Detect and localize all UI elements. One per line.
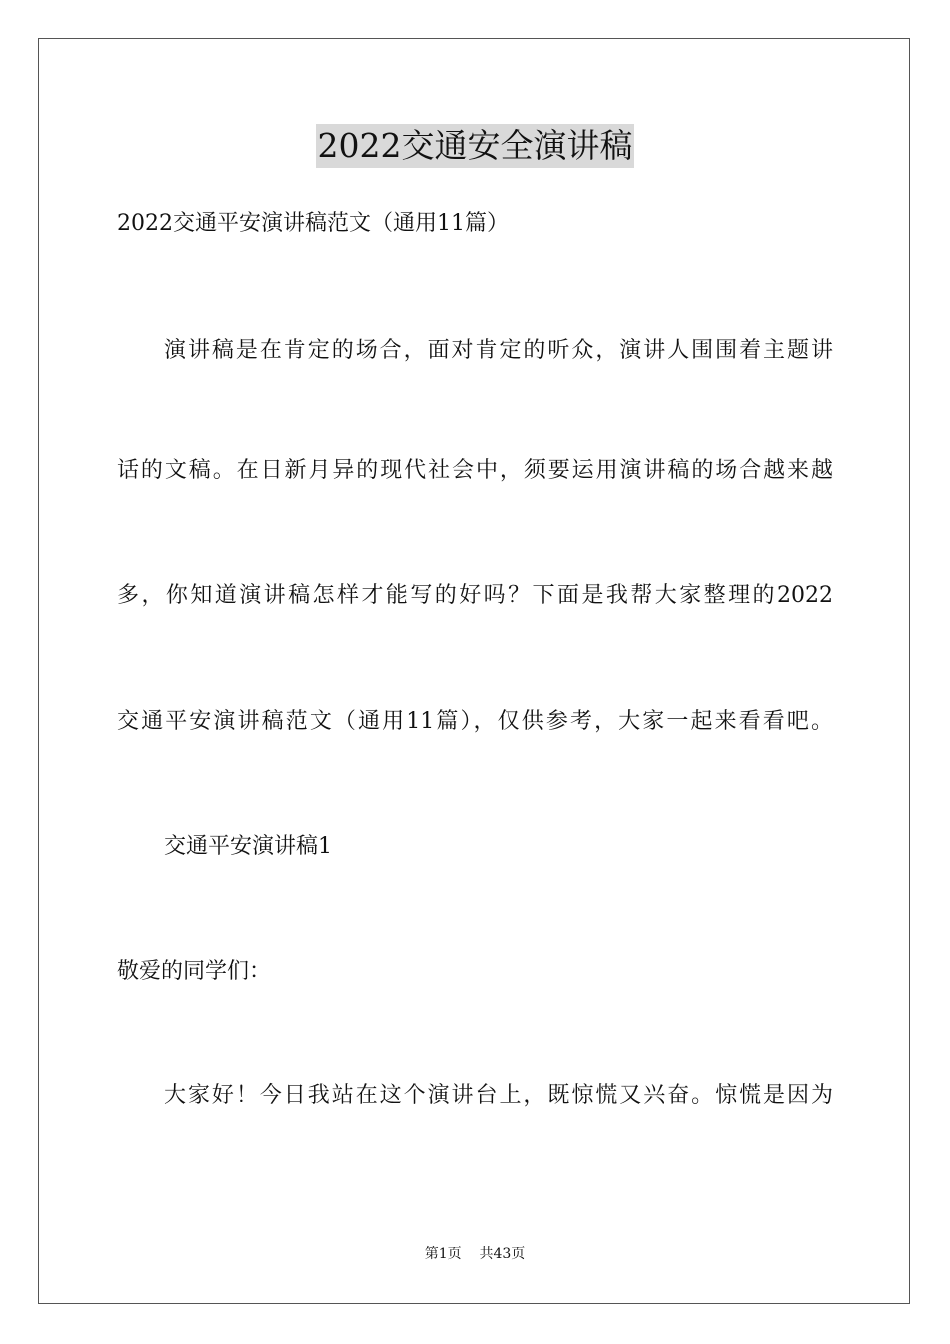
intro-line-3: 多，你知道演讲稿怎样才能写的好吗？下面是我帮大家整理的2022 — [117, 583, 833, 608]
intro-line-4: 交通平安演讲稿范文（通用11篇），仅供参考，大家一起来看看吧。 — [117, 709, 833, 734]
title-container — [0, 124, 950, 168]
intro-line-2: 话的文稿。在日新月异的现代社会中，须要运用演讲稿的场合越来越 — [117, 458, 833, 483]
document-title: 2022交通安全演讲稿 — [316, 124, 635, 168]
salutation: 敬爱的同学们： — [117, 959, 272, 984]
body-line-1: 大家好！今日我站在这个演讲台上，既惊慌又兴奋。惊慌是因为 — [164, 1083, 833, 1108]
page-footer: 第1页 共43页 — [424, 1246, 526, 1262]
intro-line-1: 演讲稿是在肯定的场合，面对肯定的听众，演讲人围围着主题讲 — [164, 338, 833, 363]
section-heading: 交通平安演讲稿1 — [164, 834, 332, 859]
document-subtitle: 2022交通平安演讲稿范文（通用11篇） — [117, 211, 509, 236]
